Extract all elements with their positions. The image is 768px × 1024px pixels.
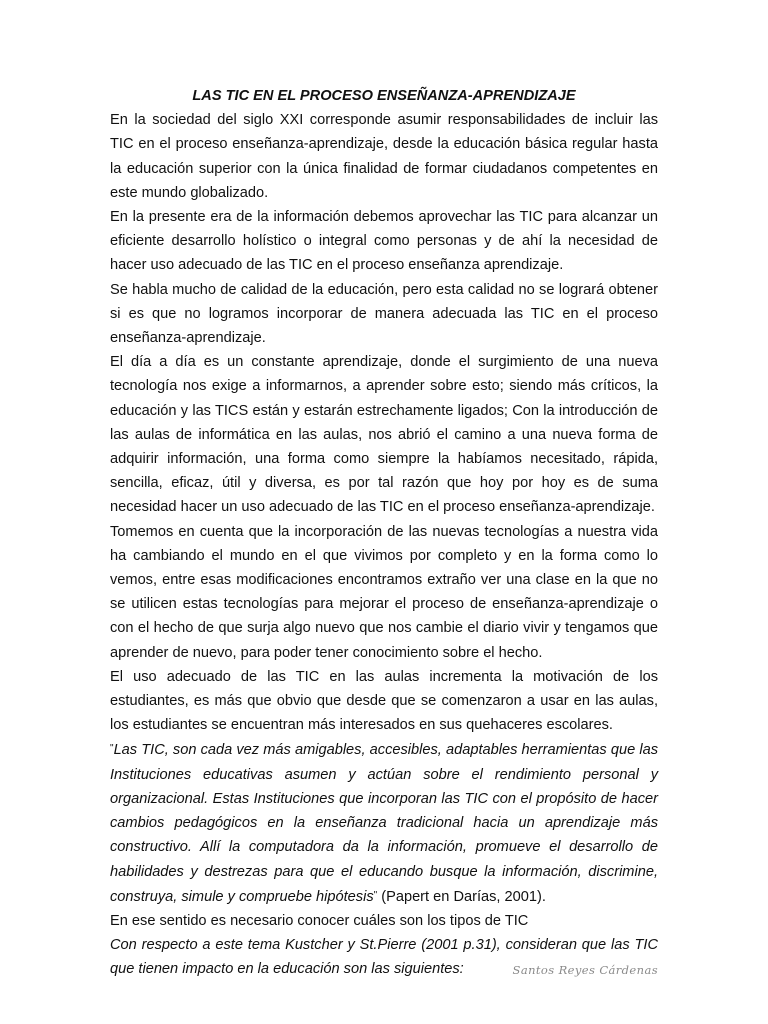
quote-citation: (Papert en Darías, 2001). (377, 888, 546, 905)
paragraph-1: En la sociedad del siglo XXI corresponde asumir responsabilidades de incluir las TIC en el proceso enseñanza-aprendizaje, desde la educación básica regular hasta la educación superior con la única finalidad de formar ciudadanos competentes en este mundo globalizado. (110, 112, 658, 201)
paragraph-2: En la presente era de la información debemos aprovechar las TIC para alcanzar un eficiente desarrollo holístico o integral como personas y de ahí la necesidad de hacer uso adecuado de las TIC en el proceso enseñanza aprendizaje. (110, 209, 658, 274)
paragraph-after-quote: En ese sentido es necesario conocer cuáles son los tipos de TIC (110, 912, 529, 929)
quote-close-mark: " (373, 889, 378, 901)
paragraph-4: El día a día es un constante aprendizaje, donde el surgimiento de una nueva tecnología nos exige a informarnos, a aprender sobre esto; siendo más críticos, la educación y las TICS están y estarán estrechamente ligados; Con la introducción de las aulas de informática en las aulas, nos abrió el camino a una nueva forma de adquirir información, una forma como siempre la habíamos necesitado, rápida, sencilla, eficaz, útil y diversa, es por tal razón que hoy por hoy es de suma necesidad hacer un uso adecuado de las TIC en el proceso enseñanza-aprendizaje. (110, 354, 658, 516)
paragraph-3: Se habla mucho de calidad de la educación, pero esta calidad no se logrará obtener si es que no logramos incorporar de manera adecuada las TIC en el proceso enseñanza-aprendizaje. (110, 281, 658, 347)
document-body (110, 84, 658, 982)
footer-author: Santos Reyes Cárdenas (512, 963, 658, 977)
document-title: LAS TIC EN EL PROCESO ENSEÑANZA-APRENDIZAJE (192, 88, 576, 104)
paragraph-6: El uso adecuado de las TIC en las aulas incrementa la motivación de los estudiantes, es más que obvio que desde que se comenzaron a usar en las aulas, los estudiantes se encuentran más interesados en sus quehaceres escolares. (110, 668, 658, 734)
block-quote (110, 737, 658, 908)
paragraph-5: Tomemos en cuenta que la incorporación de las nuevas tecnologías a nuestra vida ha cambiando el mundo en el que vivimos por completo y en la forma como lo vemos, entre esas modificaciones encontramos extraño ver una clase en la que no se utilicen estas tecnologías para mejorar el proceso de enseñanza-aprendizaje o con el hecho de que surja algo nuevo que nos cambie el diario vivir y tengamos que aprender de nuevo, para poder tener conocimiento sobre el hecho. (110, 523, 658, 661)
quote-text: Las TIC, son cada vez más amigables, accesibles, adaptables herramientas que las Instituciones educativas asumen y actúan sobre el rendimiento personal y organizacional. Estas Instituciones que incorporan las TIC con el propósito de hacer cambios pedagógicos en la enseñanza tradicional hacia un aprendizaje más constructivo. Allí la computadora da la información, promueve el desarrollo de habilidades y destrezas para que el educando busque la información, discrimine, construya, simule y compruebe hipótesis (110, 742, 658, 905)
quote-open-mark: " (110, 743, 114, 755)
italic-paragraph: Con respecto a este tema Kustcher y St.Pierre (2001 p.31), consideran que las TIC que tienen impacto en la educación son las siguientes: (110, 937, 658, 978)
